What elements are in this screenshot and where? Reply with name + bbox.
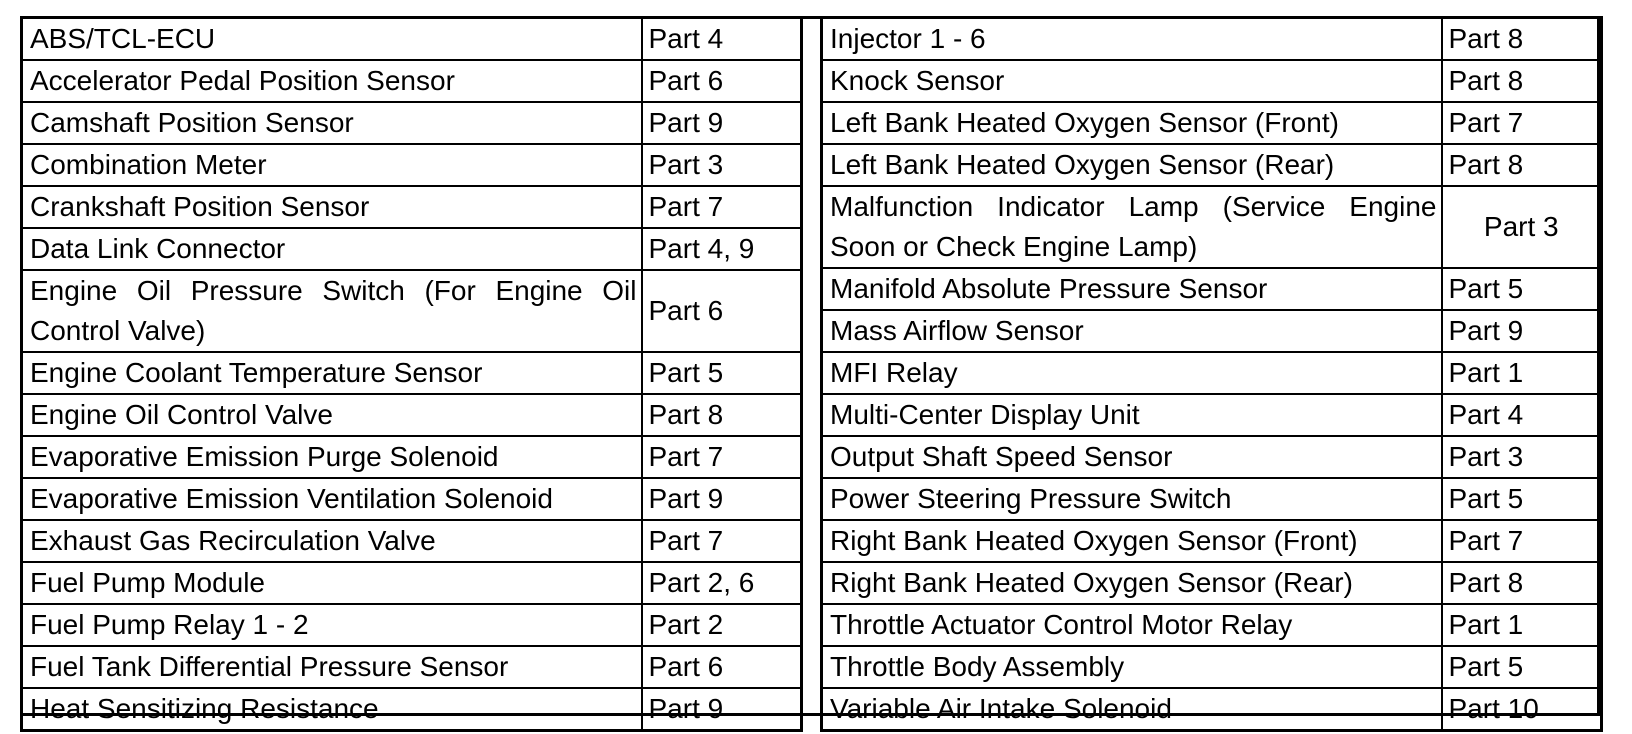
part-reference: Part 10: [1442, 688, 1602, 731]
component-name: ABS/TCL-ECU: [22, 18, 642, 61]
component-name: Variable Air Intake Solenoid: [822, 688, 1442, 731]
part-reference: Part 4: [1442, 394, 1602, 436]
part-reference: Part 7: [1442, 102, 1602, 144]
component-name: Exhaust Gas Recirculation Valve: [22, 520, 642, 562]
component-name: Injector 1 - 6: [822, 18, 1442, 61]
component-name: Fuel Pump Module: [22, 562, 642, 604]
part-reference: Part 3: [642, 144, 802, 186]
component-name: Accelerator Pedal Position Sensor: [22, 60, 642, 102]
component-name: Mass Airflow Sensor: [822, 310, 1442, 352]
component-name: MFI Relay: [822, 352, 1442, 394]
part-reference: Part 9: [642, 102, 802, 144]
component-name: Heat Sensitizing Resistance: [22, 688, 642, 731]
part-reference: Part 5: [1442, 268, 1602, 310]
part-reference: Part 5: [642, 352, 802, 394]
part-reference: Part 6: [642, 270, 802, 352]
component-name: Right Bank Heated Oxygen Sensor (Front): [822, 520, 1442, 562]
part-reference: Part 8: [1442, 60, 1602, 102]
component-name: Crankshaft Position Sensor: [22, 186, 642, 228]
component-name: Right Bank Heated Oxygen Sensor (Rear): [822, 562, 1442, 604]
component-name: Manifold Absolute Pressure Sensor: [822, 268, 1442, 310]
component-name: Evaporative Emission Purge Solenoid: [22, 436, 642, 478]
part-reference: Part 7: [642, 520, 802, 562]
part-reference: Part 7: [1442, 520, 1602, 562]
part-reference: Part 5: [1442, 646, 1602, 688]
part-reference: Part 7: [642, 436, 802, 478]
component-name: Knock Sensor: [822, 60, 1442, 102]
component-name: Power Steering Pressure Switch: [822, 478, 1442, 520]
part-reference: Part 3: [1442, 186, 1602, 268]
part-reference: Part 4: [642, 18, 802, 61]
part-reference: Part 1: [1442, 352, 1602, 394]
component-name: Data Link Connector: [22, 228, 642, 270]
part-reference: Part 9: [642, 478, 802, 520]
part-reference: Part 2: [642, 604, 802, 646]
part-reference: Part 8: [1442, 562, 1602, 604]
part-reference: Part 1: [1442, 604, 1602, 646]
component-name: Evaporative Emission Ventilation Solenoid: [22, 478, 642, 520]
component-name: Engine Oil Pressure Switch (For Engine Oil Control Valve): [22, 270, 642, 352]
part-reference: Part 4, 9: [642, 228, 802, 270]
part-reference: Part 9: [642, 688, 802, 731]
component-name: Throttle Body Assembly: [822, 646, 1442, 688]
component-name: Left Bank Heated Oxygen Sensor (Rear): [822, 144, 1442, 186]
component-name: Multi-Center Display Unit: [822, 394, 1442, 436]
part-reference: Part 6: [642, 60, 802, 102]
component-name: Output Shaft Speed Sensor: [822, 436, 1442, 478]
component-name: Malfunction Indicator Lamp (Service Engine Soon or Check Engine Lamp): [822, 186, 1442, 268]
part-reference: Part 9: [1442, 310, 1602, 352]
component-name: Left Bank Heated Oxygen Sensor (Front): [822, 102, 1442, 144]
component-name: Camshaft Position Sensor: [22, 102, 642, 144]
component-name: Engine Oil Control Valve: [22, 394, 642, 436]
part-reference: Part 8: [1442, 18, 1602, 61]
component-name: Throttle Actuator Control Motor Relay: [822, 604, 1442, 646]
index-outer-frame: [20, 16, 1600, 716]
part-reference: Part 3: [1442, 436, 1602, 478]
component-name: Fuel Tank Differential Pressure Sensor: [22, 646, 642, 688]
component-name: Fuel Pump Relay 1 - 2: [22, 604, 642, 646]
part-reference: Part 7: [642, 186, 802, 228]
part-reference: Part 6: [642, 646, 802, 688]
part-reference: Part 8: [642, 394, 802, 436]
part-reference: Part 2, 6: [642, 562, 802, 604]
part-reference: Part 8: [1442, 144, 1602, 186]
component-name: Engine Coolant Temperature Sensor: [22, 352, 642, 394]
component-name: Combination Meter: [22, 144, 642, 186]
part-reference: Part 5: [1442, 478, 1602, 520]
